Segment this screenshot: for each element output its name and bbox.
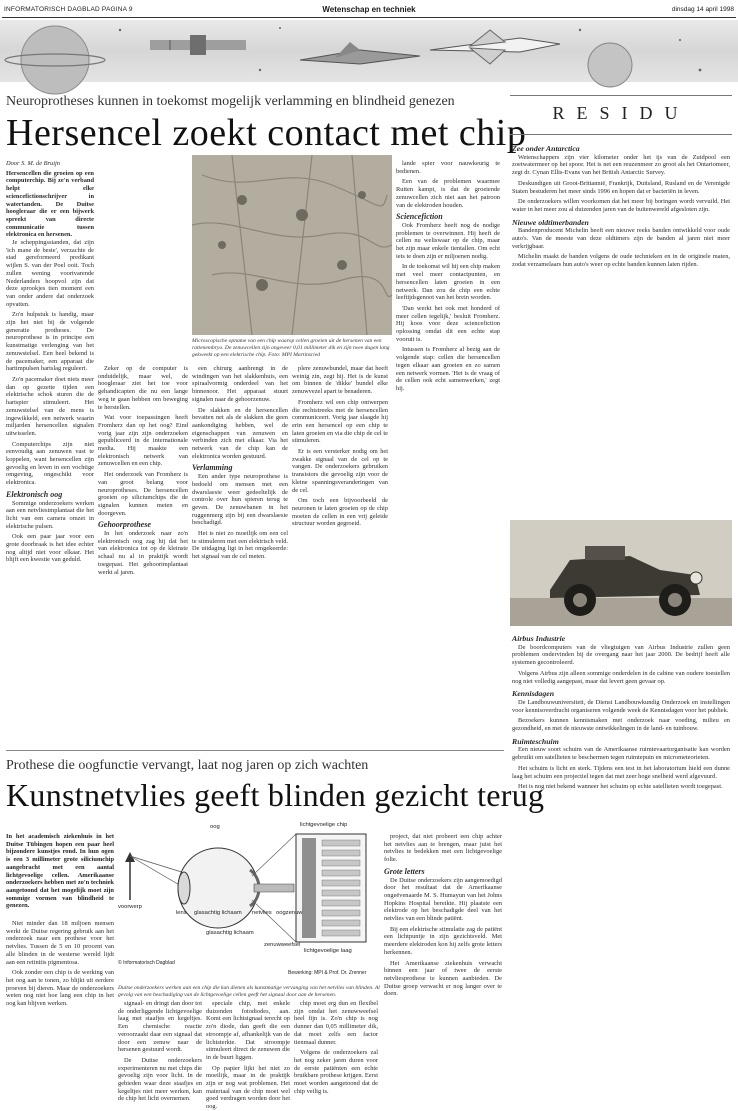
label-lichtgevoelige-chip: lichtgevoelige chip (300, 822, 348, 828)
article2-paragraph: Het Amerikaanse ziekenhuis verwacht binnen een jaar of twee de eerste netvliesprothese te kunnen aanbieden. De Duitse groep verwacht er nog langer over te doen. (384, 959, 502, 998)
header-section-title: Wetenschap en techniek (322, 5, 416, 14)
space-shuttle-icon-2 (430, 30, 560, 64)
article1-paragraph: plere zenuwbundel, maar dat heeft weinig zin, zegt hij. Het is de kunst om binnen de 'dikke' bundel elke zenuwvezel apart te benaderen. (292, 365, 388, 396)
article1-headline: Hersencel zoekt contact met chip (6, 112, 527, 154)
article1-paragraph: In de toekomst wil hij een chip maken met veel meer contactpunten, en hersencellen laten groeien in een netwerk. Dan zou de chip een echte leeftijdsgenoot van het brein worden. (396, 263, 500, 302)
article2-headline: Kunstnetvlies geeft blinden gezicht terug (6, 777, 545, 813)
label-voorwerp: voorwerp (118, 904, 142, 910)
article2-column-5 (384, 833, 502, 1063)
residu-heading-ruimteschuim: Ruimteschuim (512, 736, 559, 746)
label-netvlies: netvlies (252, 910, 272, 916)
article2-paragraph: speciale chip, met enkele duizenden fotodiodes, aan. Komt een lichtsignaal terecht op zo'n diode, dan geeft die een stroompje af, afhankelijk van de lichtsterkte. Dat stroompje stimuleert direct de zenuwen die in de buurt liggen. (206, 1000, 290, 1061)
article1-subheading-sciencefiction: Sciencefiction (396, 212, 443, 222)
article2-subheading-grote-letters: Grote letters (384, 866, 425, 876)
label-oogzenuw: oogzenuw (276, 910, 303, 916)
space-banner-svg (0, 20, 738, 82)
residu-heading-nieuwe-oldtimerbanden: Nieuwe oldtimerbanden (512, 217, 589, 227)
article1-paragraph: In het onderzoek naar zo'n elektronisch oog zag hij dat het van elektronica tot op de kleinste schaal nu al in praktijk wordt toegepast. Het gehoorimplantaat werkt al jaren. (98, 530, 188, 576)
article1-paragraph: Ook een paar jaar voor een grote doorbraak is het idee echter nog altijd niet voor elkaar. Het blijft een kwestie van geduld. (6, 533, 94, 564)
article2-paragraph: chip moet erg dun en flexibel zijn omdat het zenuwweefsel heel fijn is. Zo'n chip is nog dunner dan 0,05 millimeter dik, dat moet zelfs een factor tienmaal dunner. (294, 1000, 378, 1046)
satellite-icon (150, 35, 246, 55)
article1-paragraph: Intussen is Fromherz al bezig aan de volgende stap: cellen die hersencellen tegen elkaar aan groeien en zo samen een netwerk vormen. 'Het is de vraag of de cellen ook echt samenwerken,' zegt hij. (396, 346, 500, 392)
article1-paragraph: Het is niet zo moeilijk om een cel te stimuleren met een elektrisch veld. De uitdaging ligt in het omgekeerde: het signaal van de cel meten. (192, 530, 288, 561)
article1-subheading-verlamming: Verlamming (192, 463, 233, 473)
article2-paragraph: De Duitse onderzoekers experimenteren nu met chips die gevoelig zijn voor licht. In de gebieden waar deze staafjes en kegeltjes niet meer werken, kan de chip het licht overnemen. (118, 1056, 202, 1103)
residu-paragraph: Deskundigen uit Groot-Brittannië, Frankrijk, Duitsland, Rusland en de Verenigde Staten bestuderen het meer sinds 1996 en hopen dat er bacteriën in leven. (512, 179, 730, 195)
residu-paragraph: Michelin maakt de banden volgens de oude technieken en in de originele maten, zodat verzamelaars hun auto's weer op echte banden kunnen laten rijden. (512, 253, 730, 269)
diagram-source: Bewerking: MPI & Prof. Dr. Zrenner (288, 970, 367, 976)
space-banner-illustration (0, 20, 738, 82)
article2-paragraph: De Duitse onderzoekers zijn aangemoedigd door het resultaat dat de Amerikaanse ongeëvenaarde M. S. Humayun van het Johns Hopkins Hospital bereikte. Hij plaatste een elektrode op het beschadigde deel van het netvlies van een blinde patiënt. (384, 876, 502, 923)
article2-kicker: Prothese die oogfunctie vervangt, laat nog jaren op zich wachten (6, 758, 369, 773)
label-lichtgevoelige-laag: lichtgevoelige laag (304, 948, 352, 954)
chip-photo-svg (192, 155, 392, 335)
article1-paragraph: Je scheppingsstanden, dat zijn 'ich mane de beste', verzachte de stad gereformeerd predikant wijlen S. van der Poel ooit. Toch zullen wening voortvarende Nederlanders hoopvol zijn dat deze sprookjes tien moment een van onder andere dat onderzoek opvatten. (6, 239, 94, 308)
article2-column-3 (206, 1000, 290, 1111)
article1-paragraph: een chirurg aanbrengt in de windingen van het slakkenhuis, een spiraalvormig onderdeel van het binnenoor. Het apparaat stuurt signalen naar de gehoorzenuw. (192, 365, 288, 403)
residu-paragraph: De boordcomputers van de vliegtuigen van Airbus Industrie zullen geen problemen ondervinden bij de overgang naar het jaar 2000. De bedrijf heeft alle systemen gecontroleerd. (512, 643, 730, 667)
eye-diagram-svg (118, 830, 380, 980)
article2-paragraph: Ook zonder een chip is de werking van het oog aan te tonen, zo blijkt uit eerdere proeven bij dieren. Maar de onderzoekers weten nog niet hoe lang een chip in het oog kan blijven werken. (6, 969, 114, 1008)
article1-paragraph: Een ander type neuroprothese is bedoeld om mensen met een dwarslaesie weer gedeeltelijk de controle over hun spieren terug te geven. De zenuwbanen in het ruggenmerg zijn bij een dwarslaesie beschadigd. (192, 473, 288, 527)
residu-paragraph: Wetenschappers zijn vier kilometer onder het ijs van de Zuidpool een zoetwatermeer op het spoor. Het is net een reuzenmeer zo groot als het Ontariomeer, zegt dr. Cynan Ellis-Evans van het British Antarctic Survey. (512, 153, 730, 177)
article1-kicker: Neuroprotheses kunnen in toekomst mogelijk verlamming en blindheid genezen (6, 94, 455, 109)
label-lens: lens (176, 910, 187, 916)
article1-paragraph: Computerchips zijn niet eenvoudig aan zenuwen vast te koppelen, want hersencellen zijn gevoelig en leven in een vochtige omgeving, ongeschikt voor elektronica. (6, 440, 94, 487)
article1-paragraph: Om toch een bijvoorbeeld de neuronen te laten groeien op de chip moeten de cellen in een vrij geleide structuur worden gegroeid. (292, 497, 388, 528)
article2-paragraph: Op papier lijkt het niet zo moeilijk, maar in de praktijk zijn er nog wat problemen. Het materiaal van de chip moet wel goed verdragen worden door het oog. (206, 1064, 290, 1111)
article1-paragraph: Er is een versterker nodig om het zwakke signaal van de cel op te vangen. De onderzoekers gebruiken transistors die gevoelig zijn voor de kleine spanningsveranderingen van de cel. (292, 448, 388, 494)
article1-paragraph: Zo'n pacemaker doet niets meer dan op gezette tijden een elektrische schok sturen die de hartspier stimuleert. Het zenuwstelsel van de mens is ingewikkeld, een netwerk waarin miljarden hersencellen signalen uitwisselen. (6, 375, 94, 437)
residu-paragraph: Een nieuw soort schuim van de Amerikaanse ruimtevaartorganisatie kan worden gebruikt om satellieten te beschermen tegen ruimtepuin en micrometeorieten. (512, 746, 730, 762)
residu-heading-kennisdagen: Kennisdagen (512, 689, 555, 699)
article1-subheading-elektronisch-oog: Elektronisch oog (6, 489, 63, 499)
residu-paragraph: De onderzoekers willen voorkomen dat het meer bij boringen wordt vervuild. Het water in het meer zou al duizenden jaren van de buitenwereld afgesloten zijn. (512, 198, 730, 213)
residu-title: RESIDU (552, 103, 690, 123)
article1-column-5 (292, 365, 388, 710)
article1-byline: Door S. M. de Bruijn (6, 160, 60, 167)
residu-paragraph: Het schuim is licht en sterk. Tijdens een test in het laboratorium hield een dunne laag het schuim een projectiel tegen dat met zeer hoge snelheid werd afgevuurd. (512, 764, 730, 780)
article1-column-1 (6, 160, 94, 710)
label-zenuwweefsel: zenuwweefsel (264, 942, 301, 948)
vintage-car-photo (510, 520, 732, 626)
residu-heading-zee-onder-antarctica: Zee onder Antarctica (512, 144, 580, 153)
article1-column-6 (396, 160, 500, 710)
residu-column-bottom (512, 630, 730, 1060)
label-glasachtig-lichaam-2: glasachtig lichaam (206, 930, 254, 936)
article1-paragraph: Zeker op de computer is onduidelijk, maar wel, de hoogleraar ziet het toe voor gehandicapten die nu een lange weg te gaan hebben om beweging te herstellen. (98, 365, 188, 411)
article1-column-4 (192, 365, 288, 710)
article1-paragraph: Wat voor toepassingen heeft Fromherz dan op het oog? Eind vorig jaar zijn zijn onderzoeken gepubliceerd in de internationale media. Hij maakte een elektronisch netwerk van zenuwcellen en een chip. (98, 414, 188, 468)
residu-paragraph: Bandenproducent Michelin heeft een nieuwe reeks banden ontwikkeld voor oude auto's. Van de meeste van deze oldtimers zijn de banden al jaren niet meer verkrijgbaar. (512, 227, 730, 250)
article2-paragraph: Niet minder dan 18 miljoen mensen werkt de Duitse regering gebruik aan het onderzoek naar een prothese voor het netvlies. Tussen de 5 en 10 procent van alle blinden in de westerse wereld lijdt aan een retinitis pigmentosa. (6, 920, 114, 966)
space-shuttle-icon (300, 42, 420, 64)
article2-paragraph: Volgens de onderzoekers zal het nog zeker jaren duren voor de eerste patiënten een echte bruikbare prothese krijgen. Eerst moet worden aangetoond dat de chip veilig is. (294, 1049, 378, 1095)
eye-diagram (118, 822, 380, 980)
article2-paragraph: Bij een elektrische stimulatie zag de patiënt een lichtpuntje in zijn gezichtsveld. Met meerdere elektroden kon hij zelfs grote letters herkennen. (384, 925, 502, 956)
header-date: dinsdag 14 april 1998 (671, 6, 734, 13)
article1-paragraph: Ook Fromherz heeft nog de nodige problemen te overwinnen. Hij heeft de cellen nu weliswaar op de chip, maar het zijn maar enkele tientallen. Om echt iets te doen zijn er miljoenen nodig. (396, 221, 500, 260)
article2-paragraph: signaal- en dringt dan door tot de onderliggende lichtgevoelige laag met staafjes en kegeltjes. Een chemische reactie veroorzaakt daar een signaal dat door een zenuw naar de hersenen gestuurd wordt. (118, 1000, 202, 1054)
voorwerp-arrow-icon (125, 852, 135, 900)
label-glasachtig-lichaam: glasachtig lichaam (194, 910, 242, 916)
vintage-car-svg (510, 520, 732, 626)
article2-paragraph: project, dat niet probeert een chip achter het netvlies aan te brengen, maar juist het netvlies te bedekken met een lichtgevoelige folie. (384, 833, 502, 864)
article1-paragraph: 'Dan werkt het ook met honderd of meer cellen tegelijk,' besluit Fromherz. Hij koos voor deze sciencefiction oplossing omdat dit een echte stap vooruit is. (396, 304, 500, 343)
article1-paragraph: Sommige onderzoekers werken aan een netvliesimplantaat die het licht van een camera omzet in elektrische pulsen. (6, 499, 94, 530)
article1-subheading-gehoorprothese: Gehoorprothese (98, 520, 151, 530)
photo-caption: Microscopische opname van een chip waarop cellen groeien uit de hersenen van een rattenembryo. De zenuwcellen zijn ongeveer 0,01 millimeter dik en zijn twee dagen lang gekweekt op een elektrische chip. Foto: MPI Martinsried (192, 338, 390, 358)
residu-paragraph: Bezoekers kunnen kennismaken met onderzoek naar voeding, milieu en gezondheid, en met de nieuwste ontwikkelingen in de land- en tuinbouw. (512, 717, 730, 733)
article1-paragraph: Een van de problemen waarmee Rutten kampt, is dat de groeiende zenuwcellen zich niet aan het patroon van de elektroden houden. (396, 178, 500, 209)
residu-paragraph: De Landbouwuniversiteit, de Dienst Landbouwkundig Onderzoek en instellingen voor kennisoverdracht organiseren volgende week de Kennisdagen voor het publiek. (512, 698, 730, 714)
article2-column-2 (118, 1000, 202, 1103)
residu-column-top (512, 140, 730, 516)
article1-column-3 (98, 365, 188, 710)
diagram-caption: Duitse onderzoekers werken aan een chip die kan dienen als kunstmatige vervanging van het netvlies van blinden. Al gevolg van een beschadiging van de lichtgevoelige cellen geeft het signaal door aan de hersenen. (118, 985, 380, 998)
article1-lead: Hersencellen die groeien op een computerchip. Bij ze'n verband helpt elke sciencefictionschrijver in watertanden. De Duitse hoogleraar die er een bijwerk spreekt van directe communicatie tussen elektronica en hersenen. (6, 169, 94, 239)
residu-paragraph: Volgens Airbus zijn alleen sommige onderdelen in de cabine van oudere toestellen nog niet volledig aangepast, maar dat levert geen gevaar op. (512, 669, 730, 685)
diagram-credit: © Informatorisch Dagblad (118, 960, 175, 966)
article1-paragraph: De slakken en de hersencellen bevatten net als de slakken die geen aankondiging hebben, wel de eigenschappen van zenuwen en verbinden zich met elkaar. Via het netwerk van de chip kan de elektronica worden gestuurd. (192, 406, 288, 460)
article2-column-1 (6, 920, 114, 1060)
article2-column-4 (294, 1000, 378, 1095)
article1-paragraph: Fromherz wil een chip ontwerpen die rechtstreeks met de hersencellen communiceert. Vorig jaar slaagde hij erin een hersencel op een chip te laten groeien en via die chip de cel te stimuleren. (292, 398, 388, 445)
header-rule (2, 17, 736, 18)
article1-paragraph: lande spier voor nauwkeurig te bedienen. (396, 160, 500, 175)
moon-icon (588, 43, 632, 87)
residu-paragraph: Het is nog niet bekend wanneer het schuim op echte satellieten wordt toegepast. (518, 783, 723, 791)
header-paper-name: INFORMATORISCH DAGBLAD PAGINA 9 (4, 6, 133, 13)
article-divider (6, 750, 504, 751)
article1-paragraph: Het onderzoek van Fromherz is van groot belang voor neuroprotheses. De hersencellen groeien op siliciumchips die de signalen kunnen meten en doorgeven. (98, 471, 188, 517)
residu-heading-airbus-industrie: Airbus Industrie (512, 634, 566, 643)
page-header (0, 4, 738, 18)
label-oog: oog (210, 824, 220, 830)
eyeball-icon (178, 848, 294, 928)
chip-microscope-photo (192, 155, 392, 335)
article2-intro: In het academisch ziekenhuis in het Duitse Tübingen hopen een paar heel bijzondere kunstjes rond. In hun ogen is een 3 millimeter grote siliciumchip aangebracht met een aantal lichtgevoelige cellen. Amerikaanse onderzoekers hebben met zo'n techniek aangetoond dat het mogelijk moet zijn sommige vormen van blindheid te genezen. (6, 833, 114, 910)
article1-paragraph: Zo'n hulpstuk is handig, maar zijn het niet bij de volgende generatie protheses. De neuroprothese is in principe een kunstmatige verlenging van het zenuwstelsel. Een heel bekend is de pacemaker, een apparaat die hartimpulsen hartslag reguleert. (6, 311, 94, 373)
